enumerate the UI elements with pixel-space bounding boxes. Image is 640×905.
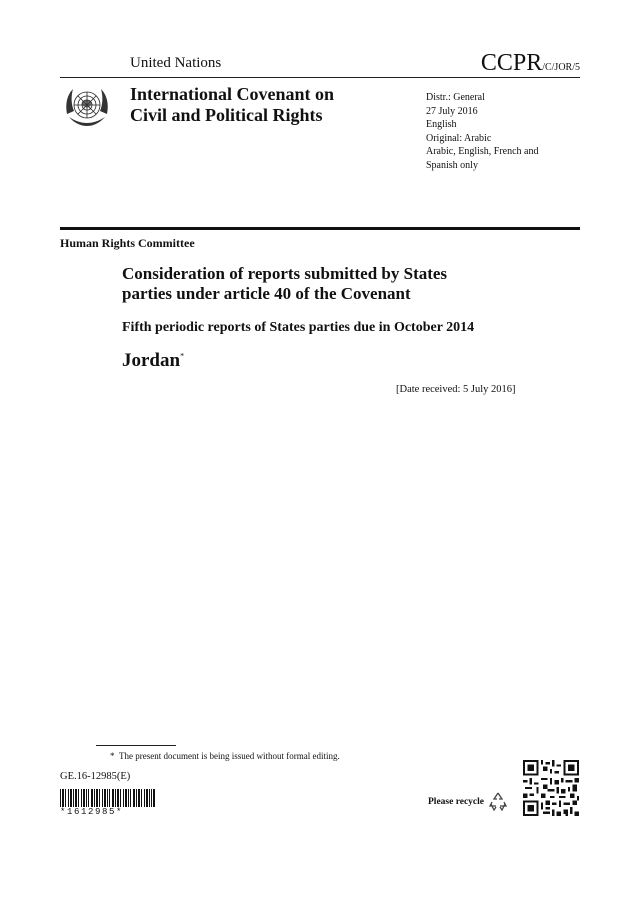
footnote-rule xyxy=(96,745,176,746)
footnote-text: The present document is being issued without formal editing. xyxy=(119,751,340,761)
footnote xyxy=(110,751,340,761)
distribution-type: Distr.: General xyxy=(426,92,485,103)
qr-code xyxy=(523,760,579,816)
organization-name: United Nations xyxy=(130,55,222,71)
available-languages-line1: Arabic, English, French and xyxy=(426,146,539,158)
main-heading-line1: Consideration of reports submitted by States xyxy=(122,264,448,283)
section-divider xyxy=(60,227,580,230)
footnote-marker[interactable]: * xyxy=(180,351,185,361)
barcode xyxy=(60,789,155,807)
treaty-title xyxy=(130,84,390,126)
recycle-label: Please recycle xyxy=(428,797,484,807)
barcode-number: *1612985* xyxy=(60,807,124,817)
distribution-language: English xyxy=(426,119,457,131)
footnote-marker-ref: * xyxy=(110,751,115,761)
country-title xyxy=(122,350,184,372)
distribution-date: 27 July 2016 xyxy=(426,105,478,117)
date-received: [Date received: 5 July 2016] xyxy=(396,384,516,395)
original-language: Original: Arabic xyxy=(426,132,492,144)
document-symbol-suffix: /C/JOR/5 xyxy=(542,62,580,73)
treaty-title-line2: Civil and Political Rights xyxy=(130,105,323,125)
document-symbol-main: CCPR xyxy=(480,50,543,76)
country-name: Jordan xyxy=(122,350,181,371)
document-job-number: GE.16-12985(E) xyxy=(60,771,131,782)
treaty-title-line1: International Covenant on xyxy=(130,84,335,104)
main-heading xyxy=(122,264,502,304)
un-emblem-icon xyxy=(62,84,112,128)
distribution-block xyxy=(426,91,576,173)
available-languages-line2: Spanish only xyxy=(426,159,478,171)
main-heading-line2: parties under article 40 of the Covenant xyxy=(122,284,411,303)
document-symbol xyxy=(481,50,580,77)
header-rule xyxy=(60,77,580,78)
committee-name: Human Rights Committee xyxy=(60,236,195,250)
recycle-icon xyxy=(487,790,509,812)
sub-heading: Fifth periodic reports of States parties due in October 2014 xyxy=(122,320,475,335)
